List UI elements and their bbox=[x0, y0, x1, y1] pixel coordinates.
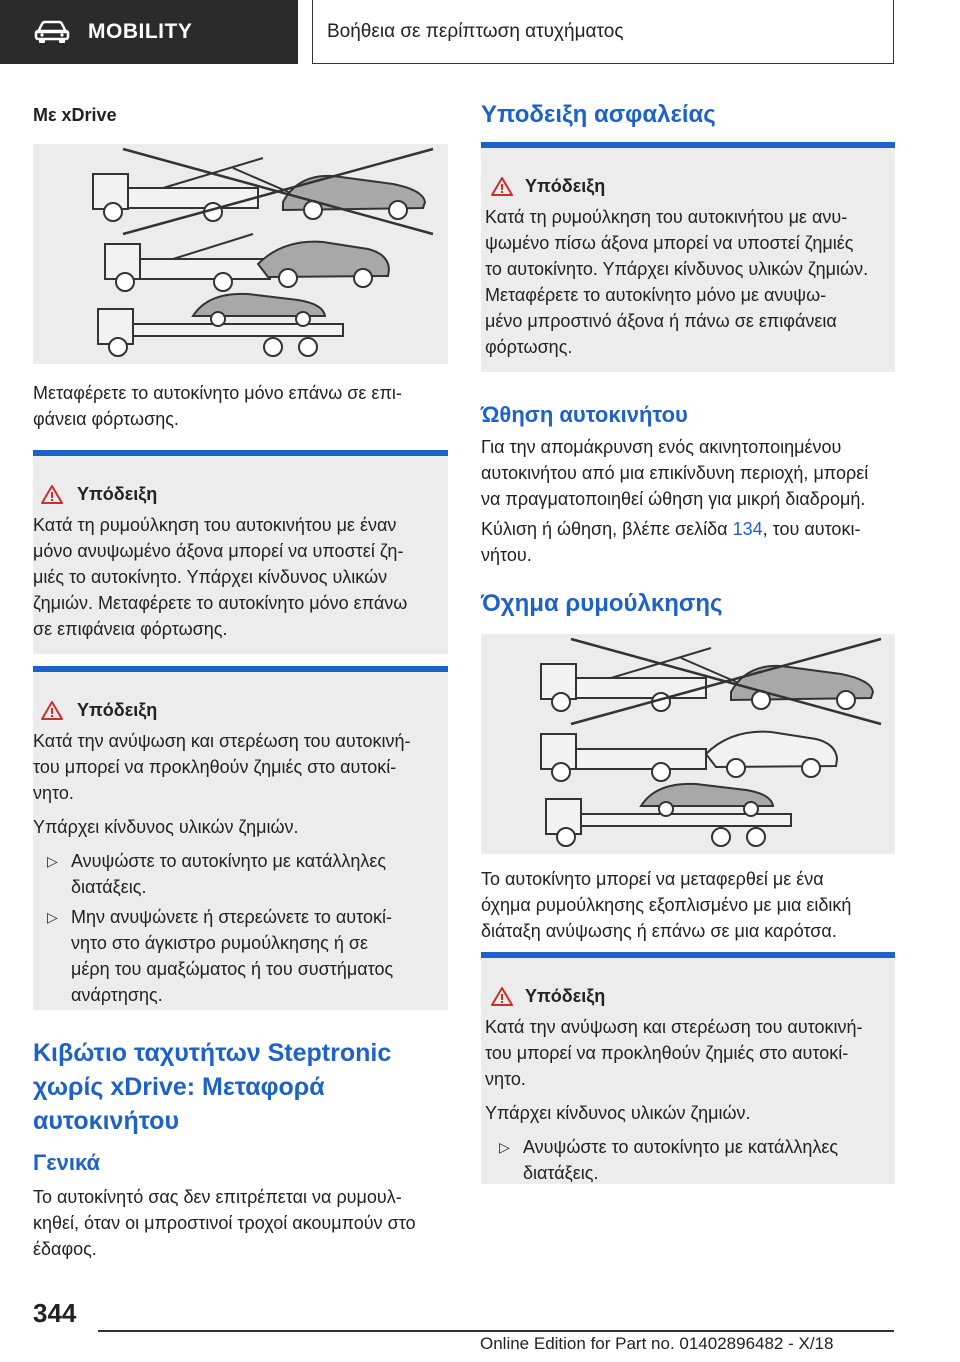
bullet-item bbox=[47, 904, 447, 1008]
caption-xdrive bbox=[33, 380, 402, 432]
text-line: Το αυτοκίνητό σας δεν επιτρέπεται να ρυμουλ- bbox=[33, 1187, 402, 1207]
bullet-line: νητο στο άγκιστρο ρυμούλκησης ή σε bbox=[71, 933, 368, 953]
note-line: του μπορεί να προκληθούν ζημιές στο αυτοκί- bbox=[485, 1043, 849, 1063]
note-heading: Υπόδειξη bbox=[525, 176, 606, 196]
section-title-line: αυτοκινήτου bbox=[33, 1107, 179, 1135]
note-line: σε επιφάνεια φόρτωσης. bbox=[33, 619, 228, 639]
roll-prefix: Κύλιση ή ώθηση, βλέπε σελίδα bbox=[481, 519, 733, 539]
note-text bbox=[485, 204, 899, 360]
note-heading: Υπόδειξη bbox=[525, 986, 606, 1006]
push-text bbox=[481, 434, 868, 512]
caption-line: Μεταφέρετε το αυτοκίνητο μόνο επάνω σε επι- bbox=[33, 383, 402, 403]
bullet-item bbox=[47, 848, 447, 900]
risk-line: Υπάρχει κίνδυνος υλικών ζημιών. bbox=[33, 817, 299, 837]
general-title: Γενικά bbox=[33, 1150, 101, 1175]
note-heading: Υπόδειξη bbox=[77, 484, 158, 504]
page-link[interactable]: 134 bbox=[732, 519, 763, 539]
note-line: ζημιών. Μεταφέρετε το αυτοκίνητο μόνο επάνω bbox=[33, 593, 408, 613]
text-line: Για την απομάκρυνση ενός ακινητοποιημένου bbox=[481, 437, 842, 457]
bullet-triangle-icon: ▷ bbox=[499, 1139, 510, 1155]
edition-text: Online Edition for Part no. 01402896482 - X/18 bbox=[480, 1334, 834, 1353]
note-heading: Υπόδειξη bbox=[77, 700, 158, 720]
chapter-tab[interactable] bbox=[312, 0, 894, 64]
note-text bbox=[33, 728, 448, 840]
safety-title: Υποδειξη ασφαλείας bbox=[481, 101, 716, 128]
text-line: όχημα ρυμούλκησης εξοπλισμένο με μια ειδική bbox=[481, 895, 852, 915]
section-header bbox=[0, 0, 298, 64]
chapter-title: Βοήθεια σε περίπτωση ατυχήματος bbox=[327, 20, 624, 42]
bullet-text bbox=[71, 904, 393, 1008]
section-label: MOBILITY bbox=[88, 20, 193, 43]
note-line: μιές το αυτοκίνητο. Υπάρχει κίνδυνος υλικών bbox=[33, 567, 388, 587]
bullet-line: Ανυψώστε το αυτοκίνητο με κατάλληλες bbox=[71, 851, 387, 871]
risk-line: Υπάρχει κίνδυνος υλικών ζημιών. bbox=[485, 1103, 751, 1123]
note-line: μόνο ανυψωμένο άξονα μπορεί να υποστεί ζη- bbox=[33, 541, 404, 561]
note-line: Κατά την ανύψωση και στερέωση του αυτοκινή- bbox=[485, 1017, 863, 1037]
bullet-line: διατάξεις. bbox=[523, 1163, 599, 1183]
note-line: του μπορεί να προκληθούν ζημιές στο αυτοκί- bbox=[33, 757, 397, 777]
roll-reference bbox=[481, 516, 860, 568]
text-line: αυτοκινήτου από μια επικίνδυνη περιοχή, μπορεί bbox=[481, 463, 869, 483]
note-line: νητο. bbox=[485, 1069, 526, 1089]
roll-suffix: , του αυτοκι- bbox=[762, 519, 861, 539]
bullet-text bbox=[523, 1134, 838, 1186]
note-line: ψωμένο πίσω άξονα μπορεί να υποστεί ζημιές bbox=[485, 233, 854, 253]
note-box bbox=[33, 450, 448, 654]
tow-vehicle-illustration bbox=[481, 634, 895, 854]
note-box bbox=[481, 142, 895, 372]
towing-methods-figure bbox=[33, 144, 448, 364]
roll-line: νήτου. bbox=[481, 545, 532, 565]
note-box bbox=[481, 952, 895, 1184]
bullet-line: μέρη του αμαξώματος ή του συστήματος bbox=[71, 959, 394, 979]
note-line: το αυτοκίνητο. Υπάρχει κίνδυνος υλικών ζημιών. bbox=[485, 259, 869, 279]
warning-icon bbox=[491, 176, 513, 196]
section-title bbox=[33, 1036, 391, 1138]
footer-divider bbox=[98, 1330, 894, 1332]
note-line: Κατά την ανύψωση και στερέωση του αυτοκινή- bbox=[33, 731, 411, 751]
note-line: μένο μπροστινό άξονα ή πάνω σε επιφάνεια bbox=[485, 311, 837, 331]
note-line: φόρτωσης. bbox=[485, 337, 573, 357]
tow-caption bbox=[481, 866, 851, 944]
towing-illustration-xdrive bbox=[33, 144, 448, 364]
section-title-line: Κιβώτιο ταχυτήτων Steptronic bbox=[33, 1039, 392, 1067]
bullet-item bbox=[499, 1134, 895, 1186]
tow-title: Όχημα ρυμούλκησης bbox=[481, 590, 723, 617]
note-line: Μεταφέρετε το αυτοκίνητο μόνο με ανυψω- bbox=[485, 285, 827, 305]
text-line: κηθεί, όταν οι μπροστινοί τροχοί ακουμπούν στο bbox=[33, 1213, 416, 1233]
text-line: να πραγματοποιηθεί ώθηση για μικρή διαδρομή. bbox=[481, 489, 866, 509]
note-line: Κατά τη ρυμούλκηση του αυτοκινήτου με έναν bbox=[33, 515, 397, 535]
note-line: νητο. bbox=[33, 783, 74, 803]
text-line: Το αυτοκίνητο μπορεί να μεταφερθεί με ένα bbox=[481, 869, 824, 889]
note-box bbox=[33, 666, 448, 1010]
bullet-line: Ανυψώστε το αυτοκίνητο με κατάλληλες bbox=[523, 1137, 839, 1157]
text-line: διάταξη ανύψωσης ή επάνω σε μια καρότσα. bbox=[481, 921, 837, 941]
note-line: Κατά τη ρυμούλκηση του αυτοκινήτου με ανυ- bbox=[485, 207, 848, 227]
warning-icon bbox=[41, 484, 63, 504]
page-number: 344 bbox=[33, 1298, 77, 1328]
push-title: Ώθηση αυτοκινήτου bbox=[481, 402, 688, 427]
car-icon bbox=[34, 20, 70, 44]
bullet-triangle-icon: ▷ bbox=[47, 853, 58, 869]
caption-line: φάνεια φόρτωσης. bbox=[33, 409, 179, 429]
tow-vehicle-figure bbox=[481, 634, 895, 854]
bullet-line: διατάξεις. bbox=[71, 877, 147, 897]
general-text bbox=[33, 1184, 416, 1262]
roll-line bbox=[481, 516, 860, 542]
note-text bbox=[485, 1014, 899, 1126]
warning-icon bbox=[41, 700, 63, 720]
xdrive-heading: Με xDrive bbox=[33, 105, 117, 125]
bullet-line: Μην ανυψώνετε ή στερεώνετε το αυτοκί- bbox=[71, 907, 393, 927]
section-title-line: χωρίς xDrive: Μεταφορά bbox=[33, 1073, 325, 1101]
warning-icon bbox=[491, 986, 513, 1006]
text-line: έδαφος. bbox=[33, 1239, 97, 1259]
note-text bbox=[33, 512, 448, 642]
bullet-line: ανάρτησης. bbox=[71, 985, 163, 1005]
bullet-text bbox=[71, 848, 386, 900]
bullet-triangle-icon: ▷ bbox=[47, 909, 58, 925]
